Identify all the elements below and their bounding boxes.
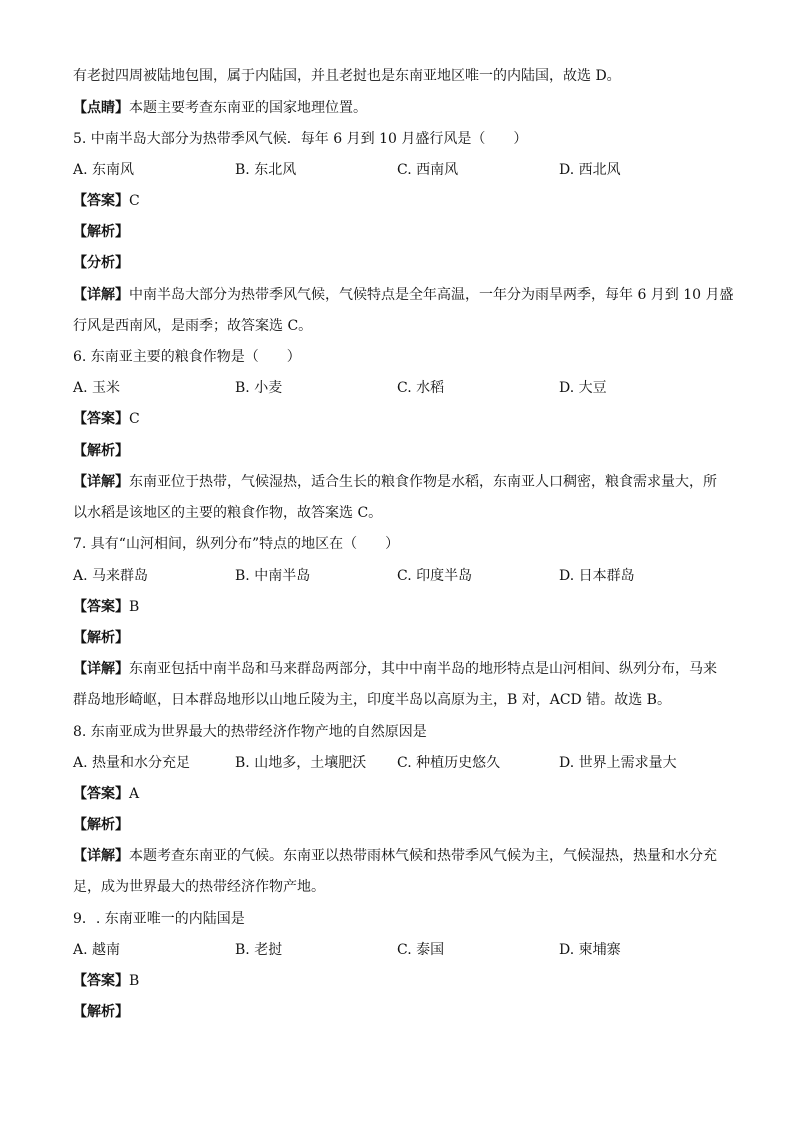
answer-value: C <box>129 411 140 427</box>
question-7-options <box>73 566 733 586</box>
option-c: C. 水稻 <box>397 380 445 396</box>
option-d: D. 大豆 <box>559 380 607 396</box>
answer-tag: 【答案】 <box>73 973 129 989</box>
jiexi-tag: 【解析】 <box>73 443 129 459</box>
option-b: B. 东北风 <box>235 162 297 178</box>
xiangjie-continued: 以水稻是该地区的主要的粮食作物，故答案选 C。 <box>73 505 383 521</box>
jiexi-tag: 【解析】 <box>73 224 129 240</box>
dianjing-text: 本题主要考查东南亚的国家地理位置。 <box>129 100 367 116</box>
xiangjie-tag: 【详解】 <box>73 661 129 677</box>
xiangjie-line <box>73 659 728 679</box>
answer-line <box>73 597 728 617</box>
xiangjie-text: 本题考查东南亚的气候。东南亚以热带雨林气候和热带季风气候为主，气候湿热，热量和水分充 <box>129 848 717 864</box>
xiangjie-line <box>73 285 734 305</box>
xiangjie-tag: 【详解】 <box>73 287 129 303</box>
option-b: B. 中南半岛 <box>235 568 311 584</box>
option-d: D. 世界上需求量大 <box>559 755 677 771</box>
option-a: A. 玉米 <box>73 380 121 396</box>
answer-line <box>73 191 728 211</box>
answer-tag: 【答案】 <box>73 599 129 615</box>
question-7: 7. 具有“山河相间，纵列分布”特点的地区在（ ） <box>73 536 400 552</box>
option-a: A. 热量和水分充足 <box>73 755 191 771</box>
xiangjie-line <box>73 846 728 866</box>
option-a: A. 东南风 <box>73 162 135 178</box>
answer-tag: 【答案】 <box>73 193 129 209</box>
question-6-options <box>73 378 733 398</box>
fenxi-tag: 【分析】 <box>73 255 129 271</box>
xiangjie-continued: 群岛地形崎岖，日本群岛地形以山地丘陵为主，印度半岛以高原为主，B 对，ACD 错。故选 B。 <box>73 692 671 708</box>
answer-tag: 【答案】 <box>73 411 129 427</box>
xiangjie-tag: 【详解】 <box>73 848 129 864</box>
option-c: C. 泰国 <box>397 942 445 958</box>
option-b: B. 山地多，土壤肥沃 <box>235 755 367 771</box>
option-d: D. 柬埔寨 <box>559 942 621 958</box>
question-5: 5. 中南半岛大部分为热带季风气候．每年 6 月到 10 月盛行风是（ ） <box>73 131 528 147</box>
answer-line <box>73 971 728 991</box>
jiexi-tag: 【解析】 <box>73 630 129 646</box>
text-line: 有老挝四周被陆地包围，属于内陆国，并且老挝也是东南亚地区唯一的内陆国，故选 D。 <box>73 68 621 84</box>
jiexi-tag: 【解析】 <box>73 817 129 833</box>
xiangjie-tag: 【详解】 <box>73 474 129 490</box>
xiangjie-continued: 行风是西南风，是雨季；故答案选 C。 <box>73 318 313 334</box>
dianjing-line <box>73 98 728 118</box>
dianjing-tag: 【点睛】 <box>73 100 129 116</box>
question-8-options <box>73 753 733 773</box>
xiangjie-continued: 足，成为世界最大的热带经济作物产地。 <box>73 879 325 895</box>
xiangjie-text: 东南亚位于热带，气候湿热，适合生长的粮食作物是水稻，东南亚人口稠密，粮食需求量大，所 <box>129 474 717 490</box>
answer-value: C <box>129 193 140 209</box>
option-c: C. 种植历史悠久 <box>397 755 501 771</box>
xiangjie-text: 中南半岛大部分为热带季风气候，气候特点是全年高温，一年分为雨旱两季，每年 6 月到 10 月盛 <box>129 287 734 303</box>
answer-line <box>73 409 728 429</box>
answer-value: A <box>129 786 140 802</box>
option-a: A. 越南 <box>73 942 121 958</box>
option-d: D. 日本群岛 <box>559 568 635 584</box>
question-8: 8. 东南亚成为世界最大的热带经济作物产地的自然原因是 <box>73 724 427 740</box>
xiangjie-text: 东南亚包括中南半岛和马来群岛两部分，其中中南半岛的地形特点是山河相间、纵列分布，马来 <box>129 661 717 677</box>
xiangjie-line <box>73 472 728 492</box>
option-b: B. 老挝 <box>235 942 283 958</box>
question-5-options <box>73 160 733 180</box>
option-a: A. 马来群岛 <box>73 568 149 584</box>
jiexi-tag: 【解析】 <box>73 1004 129 1020</box>
answer-line <box>73 784 728 804</box>
option-b: B. 小麦 <box>235 380 283 396</box>
question-6: 6. 东南亚主要的粮食作物是（ ） <box>73 349 301 365</box>
option-d: D. 西北风 <box>559 162 621 178</box>
question-9-options <box>73 940 733 960</box>
option-c: C. 印度半岛 <box>397 568 473 584</box>
answer-value: B <box>129 973 140 989</box>
option-c: C. 西南风 <box>397 162 459 178</box>
answer-tag: 【答案】 <box>73 786 129 802</box>
question-9: 9．. 东南亚唯一的内陆国是 <box>73 911 245 927</box>
answer-value: B <box>129 599 140 615</box>
